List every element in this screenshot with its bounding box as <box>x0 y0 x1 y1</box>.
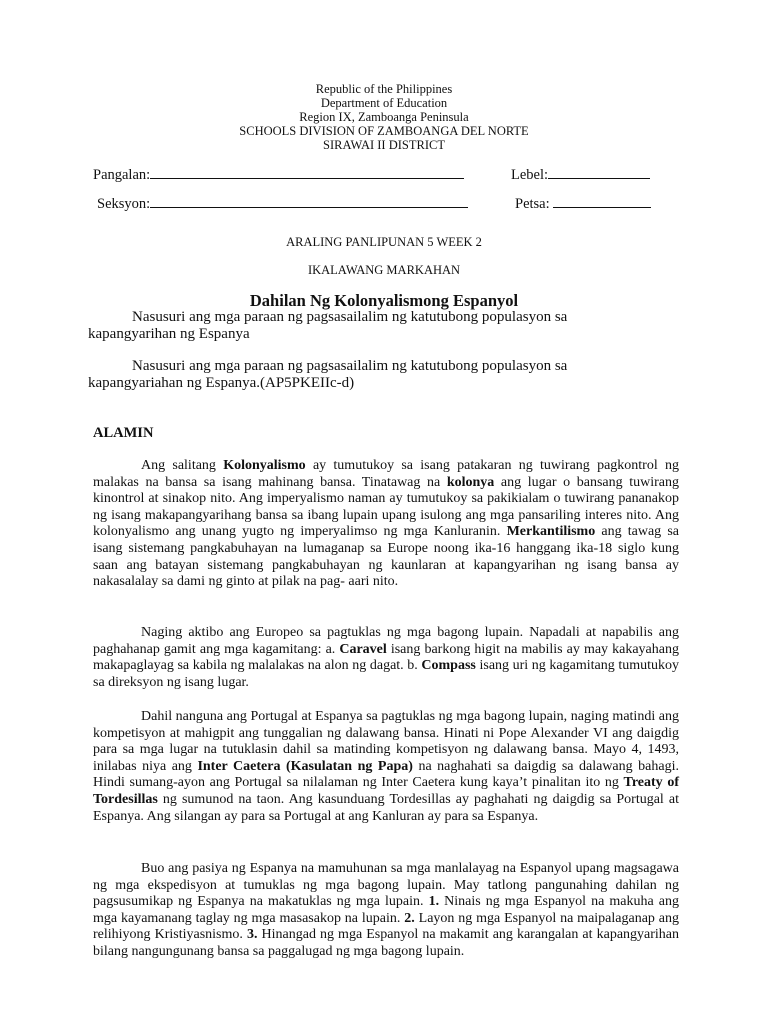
objective-1: Nasusuri ang mga paraan ng pagsasailalim ng katutubong populasyon sa kapangyarihan ng Espanya <box>88 309 568 342</box>
petsa-label: Petsa: <box>515 196 554 212</box>
lesson-title: Dahilan Ng Kolonyalismong Espanyol <box>249 291 519 310</box>
petsa-blank[interactable] <box>553 193 651 208</box>
paragraph-dahilan: Buo ang pasiya ng Espanya na mamuhunan sa mga manlalayag na Espanyol upang magsagawa ng mga ekspedisyon at tumuklas ng mga bagong lupain. May tatlong pangunahing dahilan ng pagsusumikap ng Espanya na makatuklas ng mga lupain. 1. Ninais ng mga Espanyol na makuha ang mga kayamanang taglay ng mga masasakop na lupain. 2. Layon ng mga Espanyol na maipalaganap ang relihiyong Kristiyasnismo. 3. Hinangad ng mga Espanyol na makamit ang karangalan at kapangyarihan bilang nangungunang bansa sa paggalugad ng mga bagong lupain. <box>93 861 680 959</box>
quarter-line: IKALAWANG MARKAHAN <box>307 263 461 277</box>
header-department: Department of Education <box>320 96 448 110</box>
seksyon-label: Seksyon: <box>97 196 151 212</box>
pangalan-row <box>93 164 464 184</box>
header-region: Region IX, Zamboanga Peninsula <box>299 110 469 124</box>
header-country: Republic of the Philippines <box>315 82 453 96</box>
petsa-row <box>515 193 651 213</box>
lebel-blank[interactable] <box>548 164 650 179</box>
objective-2: Nasusuri ang mga paraan ng pagsasailalim ng katutubong populasyon sa kapangyariahan ng Espanya.(AP5PKEIIc-d) <box>88 358 568 391</box>
subject-line: ARALING PANLIPUNAN 5 WEEK 2 <box>286 235 482 249</box>
header-division: SCHOOLS DIVISION OF ZAMBOANGA DEL NORTE <box>239 124 529 138</box>
lebel-label: Lebel: <box>511 167 549 183</box>
header-district: SIRAWAI II DISTRICT <box>323 138 445 152</box>
paragraph-portugal-espanya: Dahil nanguna ang Portugal at Espanya sa pagtuklas ng mga bagong lupain, naging matindi ang kompetisyon at mahigpit ang tunggalian ng dalawang bansa. Hinati ni Pope Alexander VI ang daigdig para sa mga lugar na tutuklasin dahil sa matinding kompetisyon ng dalawang bansa. Mayo 4, 1493, inilabas niya ang Inter Caetera (Kasulatan ng Papa) na naghahati sa daigdig sa dalawang bahagi. Hindi sumang-ayon ang Portugal sa nilalaman ng Inter Caetera kung kaya’t pinalitan ito ng Treaty of Tordesillas ng sumunod na taon. Ang kasunduang Tordesillas ay paghahati ng daigdig sa Portugal at Espanya. Ang silangan ay para sa Portugal at ang Kanluran ay para sa Espanya. <box>93 709 679 824</box>
lebel-row <box>511 164 650 184</box>
document-header <box>0 82 768 152</box>
paragraph-kagamitan: Naging aktibo ang Europeo sa pagtuklas ng mga bagong lupain. Napadali at napabilis ang paghahanap gamit ang mga kagamitang: a. Caravel isang barkong higit na mabilis ay may kakayahang makapaglayag sa kabila ng malalakas na alon ng dagat. b. Compass isang uri ng kagamitang tumutukoy sa direksyon ng isang lugar. <box>93 625 679 690</box>
pangalan-blank[interactable] <box>150 164 464 179</box>
paragraph-kolonyalismo: Ang salitang Kolonyalismo ay tumutukoy sa isang patakaran ng tuwirang pagkontrol ng malakas na bansa sa isang mahinang bansa. Tinatawag na kolonya ang lugar o bansang tuwirang kinontrol at sinakop nito. Ang imperyalismo naman ay tumutukoy sa pakikialam o tuwirang pananakop ng isang makapangyarihang bansa sa ibang lupain upang isulong ang mga pansariling interes nito. Ang kolonyalismo ang unang yugto ng imperyalimso ng mga Kanluranin. Merkantilismo ang tawag sa isang sistemang pangkabuhayan na lumaganap sa Europe noong ika-16 hanggang ika-18 siglo kung saan ang batayan sistemang pangkabuhayan ng kaunlaran at kapangyarihan ng isang bansa ay nakasalalay sa dami ng ginto at pilak na pag- aari nito. <box>93 458 680 590</box>
pangalan-label: Pangalan: <box>93 167 151 183</box>
section-heading: ALAMIN <box>93 425 154 441</box>
seksyon-row <box>97 193 468 213</box>
seksyon-blank[interactable] <box>150 193 468 208</box>
